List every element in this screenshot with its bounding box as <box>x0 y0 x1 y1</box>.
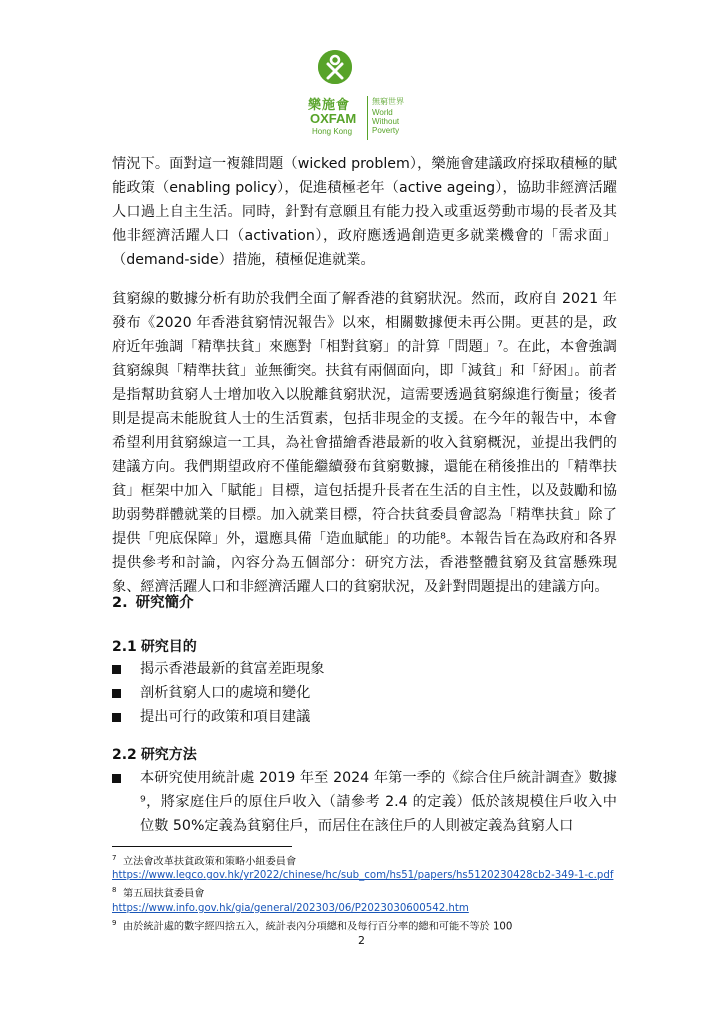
tagline-line: Without <box>372 117 400 126</box>
page-number: 2 <box>358 934 365 947</box>
footnote-text: 由於統計處的數字經四捨五入，統計表內分項總和及每行百分率的總和可能不等於 100 <box>122 921 513 933</box>
list-item-text: 提出可行的政策和項目建議 <box>140 709 311 725</box>
bullet-square-icon <box>112 774 121 783</box>
subsection-number: 2.1 <box>112 639 137 655</box>
paragraph: 貧窮線的數據分析有助於我們全面了解香港的貧窮狀況。然而，政府自 2021 年發布《2020 年香港貧窮情況報告》以來，相關數據便未再公開。更甚的是，政府近年強調「精準扶貧」來應對「相對貧窮」的計算「問題」⁷。在此，本會強調貧窮線與「精準扶貧」並無衝突。扶貧有兩個面向，即「減貧」和「紓困」。前者是指幫助貧窮人士增加收入以脫離貧窮狀況，這需要透過貧窮線進行衡量；後者則是提高未能脫貧人士的生活質素，包括非現金的支援。在今年的報告中，本會希望利用貧窮線這一工具，為社會描繪香港最新的收入貧窮概況，並提出我們的建議方向。我們期望政府不僅能繼續發布貧窮數據，還能在稍後推出的「精準扶貧」框架中加入「賦能」目標，這包括提升長者在生活的自主性，以及鼓勵和協助弱勢群體就業的目標。加入就業目標，符合扶貧委員會認為「精準扶貧」除了提供「兜底保障」外，還應具備「造血賦能」的功能⁸。本報告旨在為政府和各界提供參考和討論，內容分為五個部分：研究方法，香港整體貧窮及貧富懸殊現象、經濟活躍人口和非經濟活躍人口的貧窮狀況，及針對問題提出的建議方向。 <box>112 291 617 595</box>
footnote <box>112 916 617 934</box>
section-title: 研究簡介 <box>135 595 194 611</box>
footnote <box>112 851 617 869</box>
tagline-line: World <box>372 108 393 117</box>
logo-chinese-name: 樂施會 <box>308 98 351 113</box>
bullet-square-icon <box>112 689 121 698</box>
list-item <box>112 766 617 838</box>
list-item <box>112 705 617 729</box>
objectives-list <box>112 657 617 729</box>
subsection-title: 研究方法 <box>140 747 197 763</box>
subsection-heading <box>112 636 197 656</box>
footnote-text: 第五屆扶貧委員會 <box>122 888 205 900</box>
list-item <box>112 681 617 705</box>
logo-tagline-cn: 無窮世界 <box>372 97 404 106</box>
bullet-square-icon <box>112 665 121 674</box>
oxfam-emblem-icon <box>318 50 352 84</box>
list-item <box>112 657 617 681</box>
list-item-text: 揭示香港最新的貧富差距現象 <box>140 661 325 677</box>
logo-tagline-en <box>372 108 399 135</box>
tagline-line: Poverty <box>372 126 400 135</box>
list-item-text: 剖析貧窮人口的處境和變化 <box>140 685 311 701</box>
footnote <box>112 883 617 901</box>
bullet-square-icon <box>112 713 121 722</box>
footnote-link[interactable]: https://www.info.gov.hk/gia/general/202303/06/P2023030600542.htm <box>112 902 469 914</box>
footnote-mark: 9 <box>112 918 117 927</box>
subsection-number: 2.2 <box>112 747 137 763</box>
logo-brand: OXFAM <box>310 111 357 126</box>
paragraph: 情況下。面對這一複雜問題（wicked problem），樂施會建議政府採取積極的賦能政策（enabling policy），促進積極老年（active ageing），協助非經濟活躍人口過上自主生活。同時，針對有意願且有能力投入或重返勞動市場的長者及其他非經濟活躍人口（activation），政府應透過創造更多就業機會的「需求面」（demand-side）措施，積極促進就業。 <box>112 156 617 268</box>
oxfam-logo <box>308 50 418 142</box>
methods-list <box>112 766 617 838</box>
section-heading <box>112 591 194 612</box>
list-item-text: 本研究使用統計處 2019 年至 2024 年第一季的《綜合住戶統計調查》數據⁹，將家庭住戶的原住戶收入（請參考 2.4 的定義）低於該規模住戶收入中位數 50%定義為貧窮住戶，而居住在該住戶的人則被定義為貧窮人口 <box>140 770 617 834</box>
logo-divider <box>367 96 368 140</box>
section-number: 2. <box>112 595 128 611</box>
footnote-text: 立法會改革扶貧政策和策略小組委員會 <box>122 856 297 868</box>
logo-region: Hong Kong <box>312 127 353 136</box>
footnotes <box>112 851 617 934</box>
footnote-mark: 7 <box>112 854 117 862</box>
footnote-link[interactable]: https://www.legco.gov.hk/yr2022/chinese/hc/sub_com/hs51/papers/hs5120230428cb2-349-1-c.pdf <box>112 870 614 882</box>
subsection-title: 研究目的 <box>140 639 197 655</box>
footnote-divider <box>112 846 292 847</box>
subsection-heading <box>112 744 197 764</box>
footnote-mark: 8 <box>112 886 117 895</box>
